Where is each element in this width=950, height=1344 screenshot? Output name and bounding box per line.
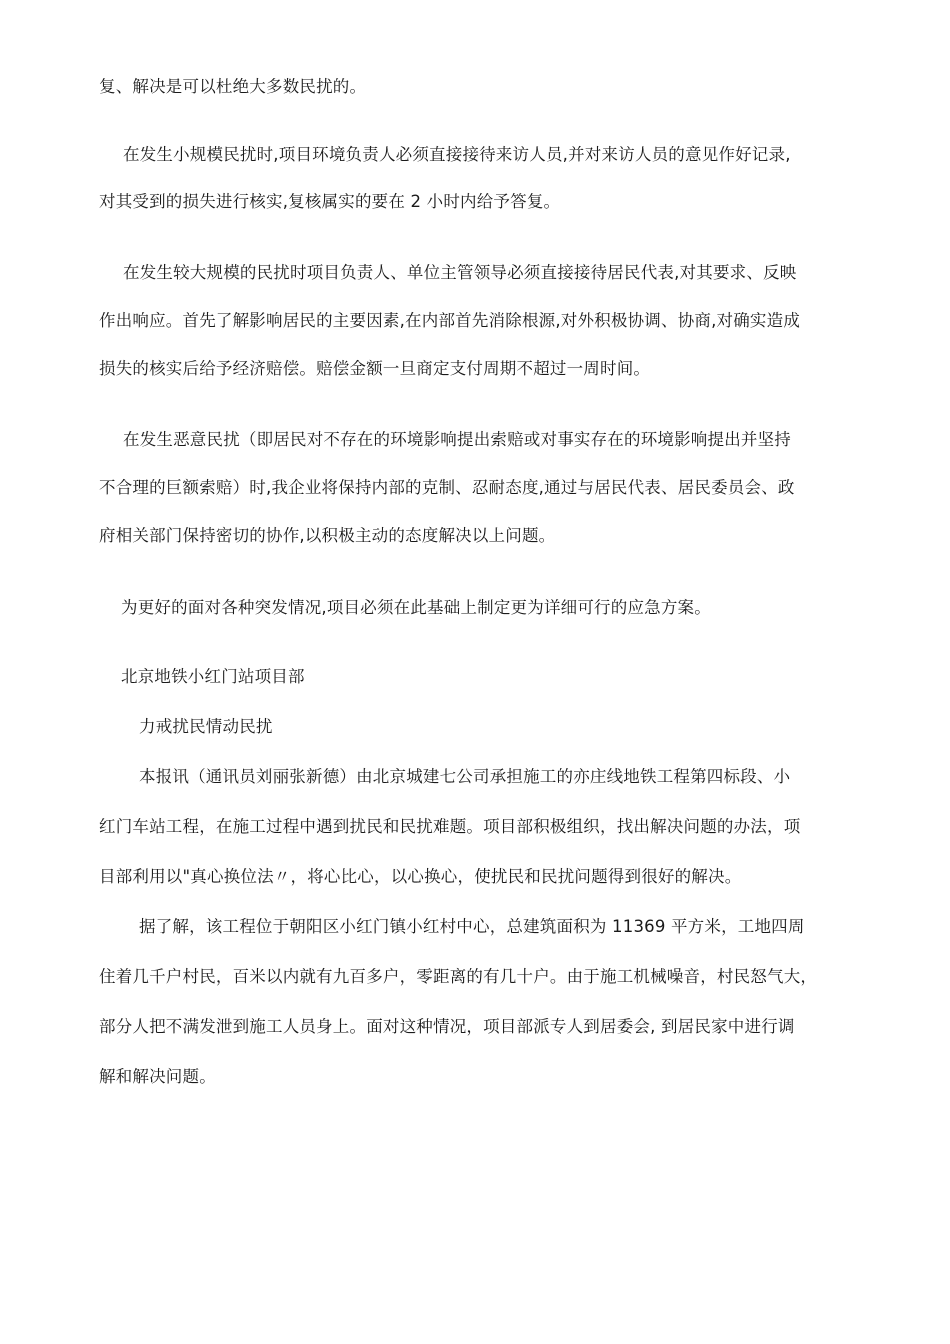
paragraph-line: 损失的核实后给予经济赔偿。赔偿金额一旦商定支付周期不超过一周时间。 — [99, 359, 651, 378]
article-title: 力戒扰民情动民扰 — [139, 717, 273, 736]
paragraph-line: 红门车站工程，在施工过程中遇到扰民和民扰难题。项目部积极组织，找出解决问题的办法，项 — [99, 817, 801, 836]
paragraph-line: 目部利用以"真心换位法〃，将心比心，以心换心，使扰民和民扰问题得到很好的解决。 — [99, 867, 742, 886]
paragraph-line: 府相关部门保持密切的协作,以积极主动的态度解决以上问题。 — [99, 526, 556, 545]
paragraph-line: 部分人把不满发泄到施工人员身上。面对这种情况，项目部派专人到居委会, 到居民家中进行调 — [99, 1017, 795, 1036]
paragraph-line: 在发生恶意民扰（即居民对不存在的环境影响提出索赔或对事实存在的环境影响提出并坚持 — [123, 430, 791, 449]
paragraph-line: 对其受到的损失进行核实,复核属实的要在 2 小时内给予答复。 — [99, 192, 561, 211]
org-name: 北京地铁小红门站项目部 — [121, 667, 305, 686]
paragraph-line: 为更好的面对各种突发情况,项目必须在此基础上制定更为详细可行的应急方案。 — [121, 598, 711, 617]
paragraph-line: 作出响应。首先了解影响居民的主要因素,在内部首先消除根源,对外积极协调、协商,对确实造成 — [99, 311, 801, 330]
paragraph-line: 据了解，该工程位于朝阳区小红门镇小红村中心，总建筑面积为 11369 平方米，工地四周 — [139, 917, 805, 936]
paragraph-line: 在发生较大规模的民扰时项目负责人、单位主管领导必须直接接待居民代表,对其要求、反映 — [123, 263, 797, 282]
paragraph-line: 不合理的巨额索赔）时,我企业将保持内部的克制、忍耐态度,通过与居民代表、居民委员会、政 — [99, 478, 795, 497]
paragraph-line: 解和解决问题。 — [99, 1067, 216, 1086]
paragraph-line: 在发生小规模民扰时,项目环境负责人必须直接接待来访人员,并对来访人员的意见作好记录, — [123, 145, 791, 164]
paragraph-line: 本报讯（通讯员刘丽张新德）由北京城建七公司承担施工的亦庄线地铁工程第四标段、小 — [139, 767, 791, 786]
paragraph-line: 住着几千户村民，百米以内就有九百多户，零距离的有几十户。由于施工机械噪音，村民怒气大， — [99, 967, 818, 986]
paragraph-line: 复、解决是可以杜绝大多数民扰的。 — [99, 77, 367, 96]
